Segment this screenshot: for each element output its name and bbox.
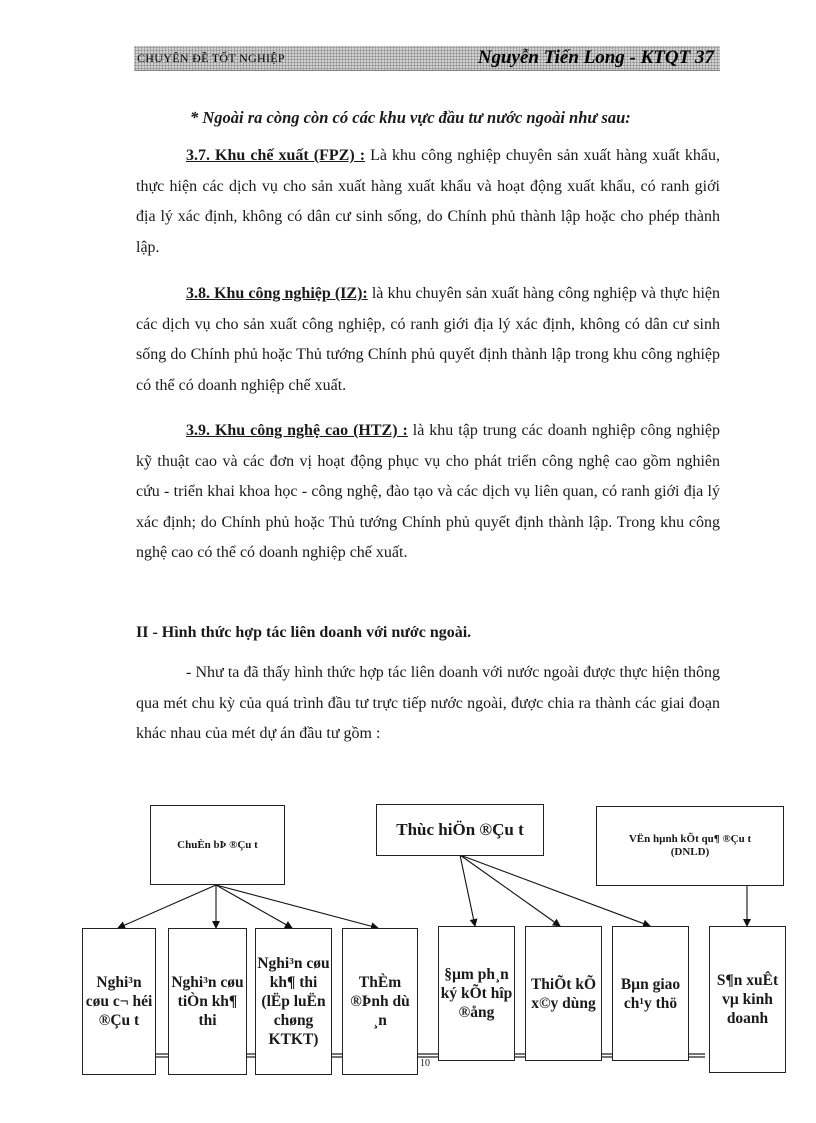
step-feasibility-study [255, 928, 332, 1075]
step-label: Nghi³n cøu kh¶ thi (lËp luËn chøng KTKT) [257, 955, 330, 1048]
header-document-type: CHUYÊN ĐỀ TỐT NGHIỆP [137, 51, 285, 65]
page-number: 10 [420, 1058, 430, 1069]
stage-label: ChuÈn bÞ ®Çu t [177, 838, 258, 851]
paragraph-body: là khu chuyên sản xuất hàng công nghiệp và thực hiện các dịch vụ cho sản xuất công nghiệp, có ranh giới địa lý xác định, không có dân cư sinh sống do Chính phủ hoặc Thủ tướng Chính phủ quyết định thành lập trong khu công nghiệp có thể có doanh nghiệp chế xuất. [136, 285, 720, 394]
paragraph-label: 3.8. Khu công nghiệp (IZ): [186, 285, 368, 302]
stage-preparation-box [150, 805, 285, 885]
step-label: §µm ph¸n ký kÕt hîp ®ång [440, 966, 513, 1021]
page-header [134, 46, 720, 71]
section-body: - Như ta đã thấy hình thức hợp tác liên doanh với nước ngoài được thực hiện thông qua mét chu kỳ của quá trình đầu tư trực tiếp nước ngoài, được chia ra thành các giai đoạn khác nhau của mét dự án đầu tư gồm : [136, 664, 720, 742]
step-contract-negotiation [438, 926, 515, 1061]
paragraph-label: 3.9. Khu công nghệ cao (HTZ) : [186, 422, 408, 439]
stage-label: VËn hµnh kÕt qu¶ ®Çu t (DNLD) [628, 833, 752, 858]
stage-operation-box [596, 806, 784, 886]
header-author: Nguyễn Tiến Long - KTQT 37 [477, 47, 714, 68]
step-label: Nghi³n cøu c¬ héi ®Çu t [85, 974, 153, 1029]
stage-label: Thùc hiÖn ®Çu t [396, 820, 524, 839]
step-label: Nghi³n cøu tiÒn kh¶ thi [171, 974, 244, 1029]
intro-line: * Ngoài ra còng còn có các khu vực đầu tư nước ngoài như sau: [190, 108, 631, 127]
arrows-preparation [118, 885, 378, 928]
paragraph-3-9 [136, 416, 720, 569]
step-prefeasibility-study [168, 928, 247, 1075]
step-label: Bµn giao ch¹y thö [620, 975, 681, 1012]
paragraph-3-7 [136, 141, 720, 263]
stage-implementation-box [376, 804, 544, 856]
step-handover-trial-run [612, 926, 689, 1061]
paragraph-body: Là khu công nghiệp chuyên sản xuất hàng xuất khẩu, thực hiện các dịch vụ cho sản xuất hàng xuất khẩu và hoạt động xuất khẩu, có ranh giới địa lý xác định, không có dân cư sinh sống, do Chính phủ thành lập hoặc cho phép thành lập. [136, 147, 720, 256]
step-label: S¶n xuÊt vµ kinh doanh [716, 972, 779, 1027]
paragraph-label: 3.7. Khu chế xuất (FPZ) : [186, 147, 366, 164]
paragraph-body: là khu tập trung các doanh nghiệp công nghiệp kỹ thuật cao và các đơn vị hoạt động phục vụ cho phát triển công nghệ cao gồm nghiên cứu - triển khai khoa học - công nghệ, đào tạo và các dịch vụ liên quan, có ranh giới địa lý xác định; do Chính phủ hoặc Thủ tướng Chính phủ quyết định thành lập. Trong khu công nghệ cao có thể có doanh nghiệp chế xuất. [136, 422, 721, 561]
step-production-business [709, 926, 786, 1073]
step-opportunity-study [82, 928, 156, 1075]
step-project-appraisal [342, 928, 418, 1075]
paragraph-3-8 [136, 279, 720, 401]
section-title: II - Hình thức hợp tác liên doanh với nước ngoài. [136, 624, 472, 641]
section-paragraph [136, 658, 720, 750]
step-construction-design [525, 926, 602, 1061]
step-label: ThÈm ®Þnh dù ¸n [350, 974, 410, 1029]
step-label: ThiÕt kÕ x©y dùng [530, 975, 597, 1012]
